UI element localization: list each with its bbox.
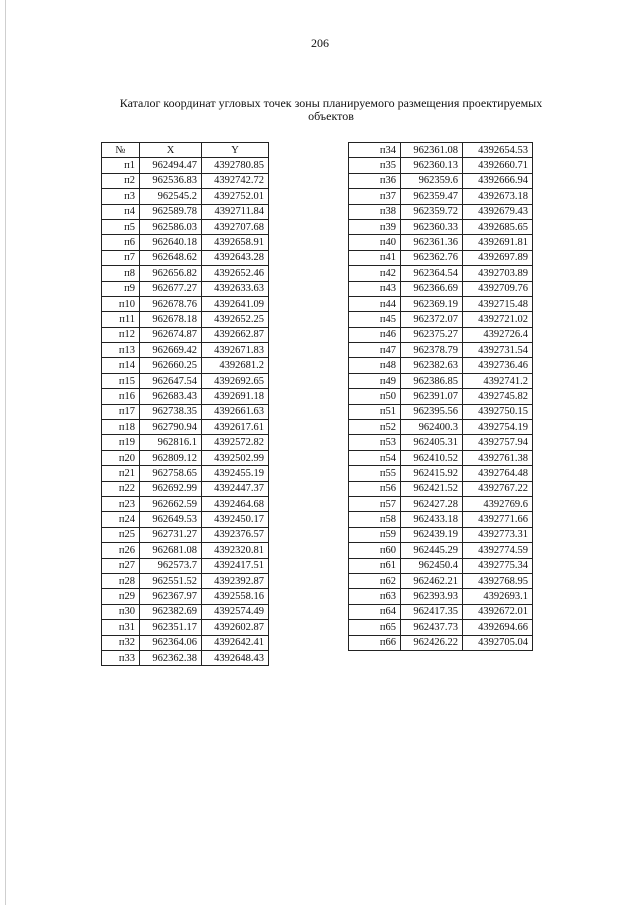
x-coordinate-cell: 962410.52 — [401, 450, 463, 465]
table-row — [102, 635, 269, 650]
y-coordinate-cell: 4392502.99 — [202, 450, 269, 465]
x-coordinate-cell: 962433.18 — [401, 512, 463, 527]
table-row — [349, 435, 533, 450]
table-row — [349, 143, 533, 158]
table-row — [102, 189, 269, 204]
point-id-cell: п3 — [102, 189, 140, 204]
y-coordinate-cell: 4392757.94 — [463, 435, 533, 450]
x-coordinate-cell: 962648.62 — [140, 250, 202, 265]
point-id-cell: п38 — [349, 204, 401, 219]
x-coordinate-cell: 962551.52 — [140, 573, 202, 588]
y-coordinate-cell: 4392320.81 — [202, 543, 269, 558]
table-row — [102, 466, 269, 481]
point-id-cell: п37 — [349, 189, 401, 204]
point-id-cell: п4 — [102, 204, 140, 219]
x-coordinate-cell: 962669.42 — [140, 343, 202, 358]
table-row — [102, 235, 269, 250]
x-coordinate-cell: 962573.7 — [140, 558, 202, 573]
table-row — [349, 558, 533, 573]
table-row — [349, 543, 533, 558]
point-id-cell: п52 — [349, 420, 401, 435]
y-coordinate-cell: 4392417.51 — [202, 558, 269, 573]
point-id-cell: п11 — [102, 312, 140, 327]
table-row — [349, 312, 533, 327]
table-row — [102, 496, 269, 511]
point-id-cell: п35 — [349, 158, 401, 173]
table-row — [349, 420, 533, 435]
table-row — [102, 296, 269, 311]
table-row — [349, 373, 533, 388]
document-title: Каталог координат угловых точек зоны планируемого размещения проектируемых объектов — [119, 96, 543, 123]
header-number: № — [102, 143, 140, 158]
table-row — [349, 496, 533, 511]
table-header-row — [102, 143, 269, 158]
x-coordinate-cell: 962382.63 — [401, 358, 463, 373]
point-id-cell: п17 — [102, 404, 140, 419]
point-id-cell: п10 — [102, 296, 140, 311]
x-coordinate-cell: 962362.76 — [401, 250, 463, 265]
table-row — [102, 266, 269, 281]
x-coordinate-cell: 962662.59 — [140, 496, 202, 511]
point-id-cell: п61 — [349, 558, 401, 573]
table-row — [102, 620, 269, 635]
x-coordinate-cell: 962445.29 — [401, 543, 463, 558]
x-coordinate-cell: 962421.52 — [401, 481, 463, 496]
y-coordinate-cell: 4392602.87 — [202, 620, 269, 635]
y-coordinate-cell: 4392642.41 — [202, 635, 269, 650]
x-coordinate-cell: 962361.08 — [401, 143, 463, 158]
table-row — [102, 204, 269, 219]
x-coordinate-cell: 962364.06 — [140, 635, 202, 650]
point-id-cell: п58 — [349, 512, 401, 527]
point-id-cell: п64 — [349, 604, 401, 619]
y-coordinate-cell: 4392447.37 — [202, 481, 269, 496]
x-coordinate-cell: 962640.18 — [140, 235, 202, 250]
point-id-cell: п44 — [349, 296, 401, 311]
x-coordinate-cell: 962494.47 — [140, 158, 202, 173]
table-row — [102, 604, 269, 619]
x-coordinate-cell: 962426.22 — [401, 635, 463, 650]
point-id-cell: п59 — [349, 527, 401, 542]
point-id-cell: п43 — [349, 281, 401, 296]
y-coordinate-cell: 4392694.66 — [463, 620, 533, 635]
y-coordinate-cell: 4392376.57 — [202, 527, 269, 542]
point-id-cell: п41 — [349, 250, 401, 265]
y-coordinate-cell: 4392641.09 — [202, 296, 269, 311]
y-coordinate-cell: 4392574.49 — [202, 604, 269, 619]
table-row — [102, 589, 269, 604]
y-coordinate-cell: 4392721.02 — [463, 312, 533, 327]
y-coordinate-cell: 4392711.84 — [202, 204, 269, 219]
x-coordinate-cell: 962427.28 — [401, 496, 463, 511]
y-coordinate-cell: 4392691.18 — [202, 389, 269, 404]
table-row — [102, 481, 269, 496]
point-id-cell: п2 — [102, 173, 140, 188]
table-row — [102, 312, 269, 327]
point-id-cell: п51 — [349, 404, 401, 419]
point-id-cell: п22 — [102, 481, 140, 496]
y-coordinate-cell: 4392672.01 — [463, 604, 533, 619]
x-coordinate-cell: 962378.79 — [401, 343, 463, 358]
table-row — [102, 173, 269, 188]
coordinates-table-left — [101, 142, 269, 666]
x-coordinate-cell: 962393.93 — [401, 589, 463, 604]
y-coordinate-cell: 4392692.65 — [202, 373, 269, 388]
x-coordinate-cell: 962678.76 — [140, 296, 202, 311]
point-id-cell: п19 — [102, 435, 140, 450]
table-row — [349, 573, 533, 588]
x-coordinate-cell: 962678.18 — [140, 312, 202, 327]
point-id-cell: п24 — [102, 512, 140, 527]
x-coordinate-cell: 962391.07 — [401, 389, 463, 404]
header-y: Y — [202, 143, 269, 158]
point-id-cell: п18 — [102, 420, 140, 435]
point-id-cell: п53 — [349, 435, 401, 450]
x-coordinate-cell: 962437.73 — [401, 620, 463, 635]
point-id-cell: п55 — [349, 466, 401, 481]
x-coordinate-cell: 962375.27 — [401, 327, 463, 342]
x-coordinate-cell: 962450.4 — [401, 558, 463, 573]
x-coordinate-cell: 962405.31 — [401, 435, 463, 450]
y-coordinate-cell: 4392671.83 — [202, 343, 269, 358]
x-coordinate-cell: 962360.13 — [401, 158, 463, 173]
y-coordinate-cell: 4392741.2 — [463, 373, 533, 388]
point-id-cell: п30 — [102, 604, 140, 619]
point-id-cell: п49 — [349, 373, 401, 388]
y-coordinate-cell: 4392633.63 — [202, 281, 269, 296]
x-coordinate-cell: 962400.3 — [401, 420, 463, 435]
y-coordinate-cell: 4392691.81 — [463, 235, 533, 250]
point-id-cell: п20 — [102, 450, 140, 465]
page-number: 206 — [311, 36, 329, 50]
x-coordinate-cell: 962683.43 — [140, 389, 202, 404]
y-coordinate-cell: 4392769.6 — [463, 496, 533, 511]
x-coordinate-cell: 962386.85 — [401, 373, 463, 388]
point-id-cell: п14 — [102, 358, 140, 373]
y-coordinate-cell: 4392771.66 — [463, 512, 533, 527]
point-id-cell: п40 — [349, 235, 401, 250]
table-row — [102, 327, 269, 342]
point-id-cell: п5 — [102, 219, 140, 234]
point-id-cell: п39 — [349, 219, 401, 234]
y-coordinate-cell: 4392715.48 — [463, 296, 533, 311]
y-coordinate-cell: 4392660.71 — [463, 158, 533, 173]
table-row — [349, 235, 533, 250]
y-coordinate-cell: 4392681.2 — [202, 358, 269, 373]
point-id-cell: п13 — [102, 343, 140, 358]
x-coordinate-cell: 962677.27 — [140, 281, 202, 296]
x-coordinate-cell: 962816.1 — [140, 435, 202, 450]
table-row — [349, 343, 533, 358]
table-row — [349, 404, 533, 419]
y-coordinate-cell: 4392767.22 — [463, 481, 533, 496]
point-id-cell: п29 — [102, 589, 140, 604]
x-coordinate-cell: 962674.87 — [140, 327, 202, 342]
y-coordinate-cell: 4392768.95 — [463, 573, 533, 588]
table-row — [349, 296, 533, 311]
table-row — [349, 158, 533, 173]
point-id-cell: п63 — [349, 589, 401, 604]
y-coordinate-cell: 4392666.94 — [463, 173, 533, 188]
table-row — [102, 573, 269, 588]
point-id-cell: п45 — [349, 312, 401, 327]
point-id-cell: п62 — [349, 573, 401, 588]
x-coordinate-cell: 962359.6 — [401, 173, 463, 188]
point-id-cell: п46 — [349, 327, 401, 342]
scan-margin-line — [5, 0, 6, 905]
y-coordinate-cell: 4392450.17 — [202, 512, 269, 527]
table-row — [102, 558, 269, 573]
point-id-cell: п21 — [102, 466, 140, 481]
x-coordinate-cell: 962738.35 — [140, 404, 202, 419]
point-id-cell: п7 — [102, 250, 140, 265]
x-coordinate-cell: 962439.19 — [401, 527, 463, 542]
table-body-left — [102, 158, 269, 666]
table-row — [349, 527, 533, 542]
table-row — [102, 343, 269, 358]
table-row — [349, 589, 533, 604]
table-row — [349, 620, 533, 635]
table-row — [349, 189, 533, 204]
point-id-cell: п47 — [349, 343, 401, 358]
table-row — [102, 281, 269, 296]
y-coordinate-cell: 4392572.82 — [202, 435, 269, 450]
x-coordinate-cell: 962395.56 — [401, 404, 463, 419]
point-id-cell: п8 — [102, 266, 140, 281]
table-body-right — [349, 143, 533, 651]
y-coordinate-cell: 4392464.68 — [202, 496, 269, 511]
point-id-cell: п66 — [349, 635, 401, 650]
y-coordinate-cell: 4392705.04 — [463, 635, 533, 650]
y-coordinate-cell: 4392761.38 — [463, 450, 533, 465]
point-id-cell: п6 — [102, 235, 140, 250]
point-id-cell: п60 — [349, 543, 401, 558]
table-row — [102, 389, 269, 404]
x-coordinate-cell: 962589.78 — [140, 204, 202, 219]
point-id-cell: п65 — [349, 620, 401, 635]
x-coordinate-cell: 962649.53 — [140, 512, 202, 527]
x-coordinate-cell: 962362.38 — [140, 650, 202, 665]
x-coordinate-cell: 962417.35 — [401, 604, 463, 619]
point-id-cell: п33 — [102, 650, 140, 665]
table-row — [102, 420, 269, 435]
x-coordinate-cell: 962790.94 — [140, 420, 202, 435]
table-row — [349, 204, 533, 219]
point-id-cell: п57 — [349, 496, 401, 511]
x-coordinate-cell: 962656.82 — [140, 266, 202, 281]
x-coordinate-cell: 962361.36 — [401, 235, 463, 250]
table-row — [349, 635, 533, 650]
x-coordinate-cell: 962731.27 — [140, 527, 202, 542]
y-coordinate-cell: 4392752.01 — [202, 189, 269, 204]
table-row — [102, 512, 269, 527]
x-coordinate-cell: 962536.83 — [140, 173, 202, 188]
point-id-cell: п25 — [102, 527, 140, 542]
header-x: X — [140, 143, 202, 158]
y-coordinate-cell: 4392661.63 — [202, 404, 269, 419]
x-coordinate-cell: 962360.33 — [401, 219, 463, 234]
y-coordinate-cell: 4392652.46 — [202, 266, 269, 281]
y-coordinate-cell: 4392726.4 — [463, 327, 533, 342]
table-row — [102, 435, 269, 450]
point-id-cell: п23 — [102, 496, 140, 511]
y-coordinate-cell: 4392654.53 — [463, 143, 533, 158]
x-coordinate-cell: 962382.69 — [140, 604, 202, 619]
x-coordinate-cell: 962545.2 — [140, 189, 202, 204]
x-coordinate-cell: 962367.97 — [140, 589, 202, 604]
x-coordinate-cell: 962364.54 — [401, 266, 463, 281]
y-coordinate-cell: 4392775.34 — [463, 558, 533, 573]
table-row — [349, 173, 533, 188]
table-row — [349, 466, 533, 481]
x-coordinate-cell: 962660.25 — [140, 358, 202, 373]
y-coordinate-cell: 4392652.25 — [202, 312, 269, 327]
table-row — [349, 327, 533, 342]
y-coordinate-cell: 4392685.65 — [463, 219, 533, 234]
y-coordinate-cell: 4392673.18 — [463, 189, 533, 204]
table-row — [349, 266, 533, 281]
y-coordinate-cell: 4392693.1 — [463, 589, 533, 604]
table-row — [102, 373, 269, 388]
y-coordinate-cell: 4392773.31 — [463, 527, 533, 542]
table-row — [349, 450, 533, 465]
x-coordinate-cell: 962586.03 — [140, 219, 202, 234]
x-coordinate-cell: 962758.65 — [140, 466, 202, 481]
table-row — [349, 481, 533, 496]
table-row — [102, 527, 269, 542]
y-coordinate-cell: 4392709.76 — [463, 281, 533, 296]
table-row — [349, 281, 533, 296]
point-id-cell: п31 — [102, 620, 140, 635]
table-row — [102, 450, 269, 465]
y-coordinate-cell: 4392662.87 — [202, 327, 269, 342]
table-row — [102, 543, 269, 558]
x-coordinate-cell: 962369.19 — [401, 296, 463, 311]
table-row — [102, 358, 269, 373]
y-coordinate-cell: 4392731.54 — [463, 343, 533, 358]
x-coordinate-cell: 962692.99 — [140, 481, 202, 496]
y-coordinate-cell: 4392754.19 — [463, 420, 533, 435]
x-coordinate-cell: 962351.17 — [140, 620, 202, 635]
table-row — [102, 650, 269, 665]
table-row — [349, 358, 533, 373]
point-id-cell: п28 — [102, 573, 140, 588]
coordinates-table-right — [348, 142, 533, 651]
point-id-cell: п9 — [102, 281, 140, 296]
point-id-cell: п34 — [349, 143, 401, 158]
x-coordinate-cell: 962372.07 — [401, 312, 463, 327]
y-coordinate-cell: 4392679.43 — [463, 204, 533, 219]
y-coordinate-cell: 4392617.61 — [202, 420, 269, 435]
y-coordinate-cell: 4392707.68 — [202, 219, 269, 234]
y-coordinate-cell: 4392736.46 — [463, 358, 533, 373]
y-coordinate-cell: 4392774.59 — [463, 543, 533, 558]
point-id-cell: п26 — [102, 543, 140, 558]
x-coordinate-cell: 962359.72 — [401, 204, 463, 219]
point-id-cell: п48 — [349, 358, 401, 373]
y-coordinate-cell: 4392648.43 — [202, 650, 269, 665]
point-id-cell: п56 — [349, 481, 401, 496]
y-coordinate-cell: 4392745.82 — [463, 389, 533, 404]
x-coordinate-cell: 962809.12 — [140, 450, 202, 465]
point-id-cell: п12 — [102, 327, 140, 342]
y-coordinate-cell: 4392697.89 — [463, 250, 533, 265]
point-id-cell: п16 — [102, 389, 140, 404]
point-id-cell: п36 — [349, 173, 401, 188]
table-row — [102, 404, 269, 419]
point-id-cell: п32 — [102, 635, 140, 650]
point-id-cell: п54 — [349, 450, 401, 465]
point-id-cell: п42 — [349, 266, 401, 281]
y-coordinate-cell: 4392558.16 — [202, 589, 269, 604]
point-id-cell: п15 — [102, 373, 140, 388]
table-row — [349, 389, 533, 404]
y-coordinate-cell: 4392764.48 — [463, 466, 533, 481]
table-row — [349, 512, 533, 527]
y-coordinate-cell: 4392742.72 — [202, 173, 269, 188]
x-coordinate-cell: 962681.08 — [140, 543, 202, 558]
x-coordinate-cell: 962359.47 — [401, 189, 463, 204]
y-coordinate-cell: 4392780.85 — [202, 158, 269, 173]
x-coordinate-cell: 962366.69 — [401, 281, 463, 296]
y-coordinate-cell: 4392392.87 — [202, 573, 269, 588]
x-coordinate-cell: 962415.92 — [401, 466, 463, 481]
table-row — [102, 158, 269, 173]
y-coordinate-cell: 4392455.19 — [202, 466, 269, 481]
table-row — [102, 250, 269, 265]
y-coordinate-cell: 4392703.89 — [463, 266, 533, 281]
table-row — [102, 219, 269, 234]
x-coordinate-cell: 962647.54 — [140, 373, 202, 388]
y-coordinate-cell: 4392658.91 — [202, 235, 269, 250]
point-id-cell: п27 — [102, 558, 140, 573]
point-id-cell: п50 — [349, 389, 401, 404]
table-row — [349, 604, 533, 619]
y-coordinate-cell: 4392750.15 — [463, 404, 533, 419]
y-coordinate-cell: 4392643.28 — [202, 250, 269, 265]
x-coordinate-cell: 962462.21 — [401, 573, 463, 588]
table-row — [349, 219, 533, 234]
point-id-cell: п1 — [102, 158, 140, 173]
table-row — [349, 250, 533, 265]
